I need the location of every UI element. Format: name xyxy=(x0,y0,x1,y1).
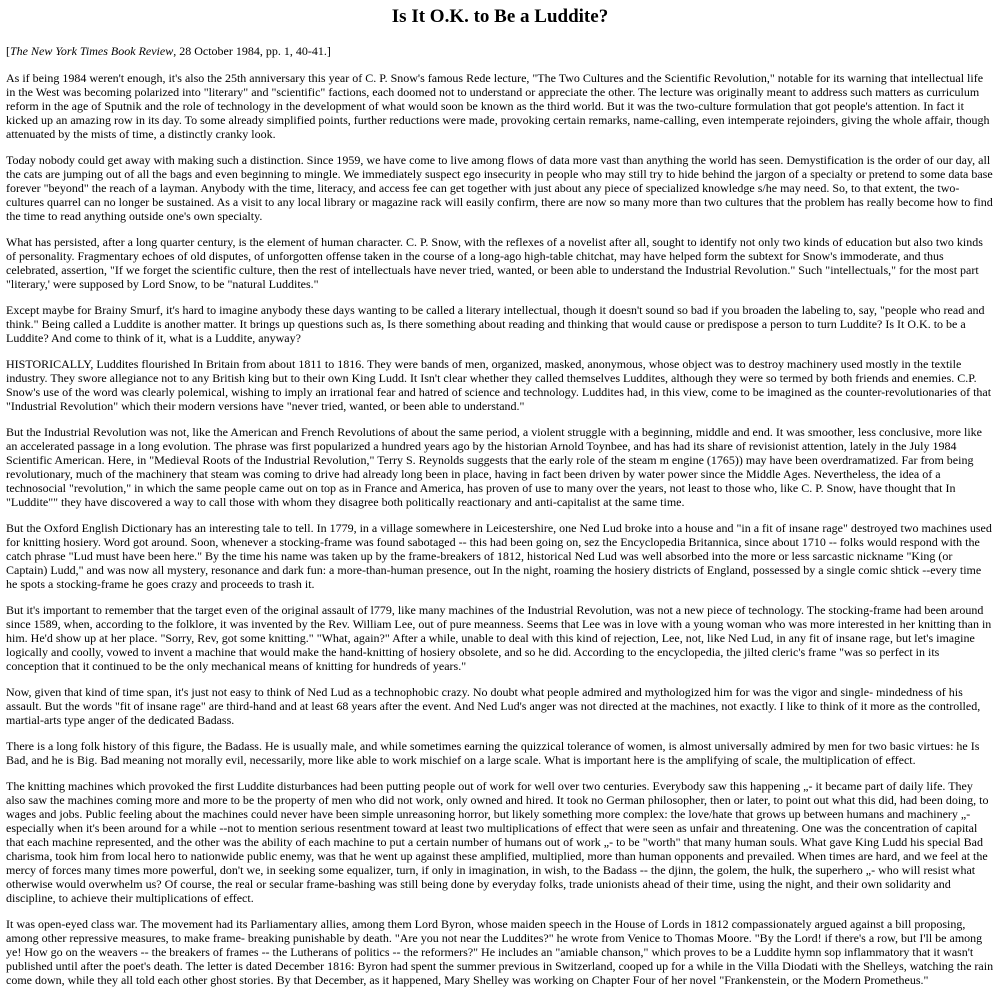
citation-details: , 28 October 1984, pp. 1, 40-41.] xyxy=(173,44,331,58)
paragraph-8: But it's important to remember that the target even of the original assault of l779, like many machines of the Industrial Revolution, was not a new piece of technology. The stocking-frame had been around since 1589, when, according to the folklore, it was invented by the Rev. William Lee, out of pure meanness. Seems that Lee was in love with a young woman who was more interested in her knitting than in him. He'd show up at her place. "Sorry, Rev, got some knitting." "What, again?" After a while, unable to deal with this kind of rejection, Lee, not, like Ned Lud, in any fit of insane rage, but let's imagine logically and coolly, vowed to invent a machine that would make the hand-knitting of hosiery obsolete, and so he did. According to the encyclopedia, the jilted cleric's frame "was so perfect in its conception that it continued to be the only mechanical means of knitting for hundreds of years." xyxy=(6,603,992,673)
paragraph-7: But the Oxford English Dictionary has an interesting tale to tell. In 1779, in a village somewhere in Leicestershire, one Ned Lud broke into a house and "in a fit of insane rage" destroyed two machines used for knitting hosiery. Word got around. Soon, whenever a stocking-frame was found sabotaged -- this had been going on, sez the Encyclopedia Britannica, since about 1710 -- folks would respond with the catch phrase "Lud must have been here." By the time his name was taken up by the frame-breakers of 1812, historical Ned Lud was well absorbed into the more or less sarcastic nickname "King (or Captain) Ludd," and was now all mystery, resonance and dark fun: a more-than-human presence, out In the night, roaming the hosiery districts of England, possessed by a single comic shtick --every time he spots a stocking-frame he goes crazy and proceeds to trash it. xyxy=(6,521,992,591)
paragraph-4: Except maybe for Brainy Smurf, it's hard to imagine anybody these days wanting to be called a literary intellectual, though it doesn't sound so bad if you broaden the labeling to, say, "people who read and think." Being called a Luddite is another matter. It brings up questions such as, Is there something about reading and thinking that would cause or predispose a person to turn Luddite? Is It O.K. to be a Luddite? And come to think of it, what is a Luddite, anyway? xyxy=(6,303,985,345)
paragraph-1: As if being 1984 weren't enough, it's also the 25th anniversary this year of C. P. Snow's famous Rede lecture, "The Two Cultures and the Scientific Revolution," notable for its warning that intellectual life in the West was becoming polarized into "literary" and "scientific" factions, each doomed not to understand or appreciate the other. The lecture was originally meant to address such matters as curriculum reform in the age of Sputnik and the role of technology in the development of what would soon be known as the third world. But it was the two-culture formulation that got people's attention. In fact it kicked up an amazing row in its day. To some already simplified points, further reductions were made, provoking certain remarks, name-calling, even intemperate rejoinders, giving the whole affair, though attenuated by the mists of time, a distinctly cranky look. xyxy=(6,71,990,141)
article-page xyxy=(6,0,994,999)
paragraph-3: What has persisted, after a long quarter century, is the element of human character. C. P. Snow, with the reflexes of a novelist after all, sought to identify not only two kinds of education but also two kinds of personality. Fragmentary echoes of old disputes, of unforgotten offense taken in the course of a long-ago high-table chitchat, may have helped form the subtext for Snow's immoderate, and thus celebrated, assertion, "If we forget the scientific culture, then the rest of intellectuals have never tried, wanted, or been able to understand the Industrial Revolution." Such "intellectuals," for the most part "literary,' were supposed by Lord Snow, to be "natural Luddites." xyxy=(6,235,983,291)
citation-open-bracket: [ xyxy=(6,44,10,58)
paragraph-2: Today nobody could get away with making such a distinction. Since 1959, we have come to live among flows of data more vast than anything the world has seen. Demystification is the order of our day, all the cats are jumping out of all the bags and even beginning to mingle. We immediately suspect ego insecurity in people who may still try to hide behind the jargon of a specialty or pretend to some data base forever "beyond" the reach of a layman. Anybody with the time, literacy, and access fee can get together with just about any piece of specialized knowledge s/he may need. So, to that extent, the two-cultures quarrel can no longer be sustained. As a visit to any local library or magazine rack will easily confirm, there are now so many more than two cultures that the problem has really become how to find the time to read anything outside one's own specialty. xyxy=(6,153,993,223)
paragraph-12: It was open-eyed class war. The movement had its Parliamentary allies, among them Lord Byron, whose maiden speech in the House of Lords in 1812 compassionately argued against a bill proposing, among other repressive measures, to make frame- breaking punishable by death. "Are you not near the Luddites?" he wrote from Venice to Thomas Moore. "By the Lord! if there's a row, but I'll be among ye! How go on the weavers -- the breakers of frames -- the Lutherans of politics -- the reformers?" He includes an "amiable chanson," which proves to be a Luddite hymn sop inflammatory that it wasn't published until after the poet's death. The letter is dated December 1816: Byron had spent the summer previous in Switzerland, cooped up for a while in the Villa Diodati with the Shelleys, watching the rain come down, while they all told each other ghost stories. By that December, as it happened, Mary Shelley was working on Chapter Four of her novel "Frankenstein, or the Modern Prometheus." xyxy=(6,917,994,987)
citation xyxy=(6,44,994,58)
paragraph-6: But the Industrial Revolution was not, like the American and French Revolutions of about the same period, a violent struggle with a beginning, middle and end. It was smoother, less conclusive, more like an accelerated passage in a long evolution. The phrase was first popularized a hundred years ago by the historian Arnold Toynbee, and has had its share of revisionist attention, lately in the July 1984 Scientific American. Here, in "Medieval Roots of the Industrial Revolution," Terry S. Reynolds suggests that the early role of the steam m engine (1765)) may have been overdramatized. Far from being revolutionary, much of the machinery that steam was coming to drive had already long been in place, having in fact been driven by water power since the Middle Ages. Nevertheless, the idea of a technosocial "revolution," in which the same people came out on top as in France and America, has proven of use to many over the years, not least to those who, like C. P. Snow, have thought that In "Luddite"" they have discovered a way to call those with whom they disagree both politically reactionary and anti-capitalist at the same time. xyxy=(6,425,982,509)
paragraph-10: There is a long folk history of this figure, the Badass. He is usually male, and while sometimes earning the quizzical tolerance of women, is almost universally admired by men for two basic virtues: he Is Bad, and he is Big. Bad meaning not morally evil, necessarily, more like able to work mischief on a large scale. What is important here is the amplifying of scale, the multiplication of effect. xyxy=(6,739,980,767)
paragraph-5: HISTORICALLY, Luddites flourished In Britain from about 1811 to 1816. They were bands of men, organized, masked, anonymous, whose object was to destroy machinery used mostly in the textile industry. They swore allegiance not to any British king but to their own King Ludd. It Isn't clear whether they called themselves Luddites, although they were so termed by both friends and enemies. C.P. Snow's use of the word was clearly polemical, wishing to imply an irrational fear and hatred of science and technology. Luddites had, in this view, come to be imagined as the counter-revolutionaries of that "Industrial Revolution" which their modern versions have "never tried, wanted, or been able to understand." xyxy=(6,357,992,413)
article-title: Is It O.K. to Be a Luddite? xyxy=(391,6,609,27)
paragraph-9: Now, given that kind of time span, it's just not easy to think of Ned Lud as a technophobic crazy. No doubt what people admired and mythologized him for was the vigor and single- mindedness of his assault. But the words "fit of insane rage" are third-hand and at least 68 years after the event. And Ned Lud's anger was not directed at the machines, not exactly. I like to think of it more as the controlled, martial-arts type anger of the dedicated Badass. xyxy=(6,685,981,727)
citation-publication: The New York Times Book Review xyxy=(10,44,174,58)
paragraph-11: The knitting machines which provoked the first Luddite disturbances had been putting people out of work for well over two centuries. Everybody saw this happening „- it became part of daily life. They also saw the machines coming more and more to be the property of men who did not work, only owned and hired. It took no German philosopher, then or later, to point out what this did, had been doing, to wages and jobs. Public feeling about the machines could never have been simple unreasoning horror, but likely something more complex: the love/hate that grows up between humans and machinery „- especially when it's been around for a while --not to mention serious resentment toward at least two multiplications of effect that were seen as unfair and threatening. One was the concentration of capital that each machine represented, and the other was the ability of each machine to put a certain number of humans out of work „- to be "worth" that many human souls. What gave King Ludd his special Bad charisma, took him from local hero to nationwide public enemy, was that he went up against these amplified, multiplied, more than human opponents and prevailed. When times are hard, and we feel at the mercy of forces many times more powerful, don't we, in seeking some equalizer, turn, if only in imagination, in wish, to the Badass -- the djinn, the golem, the hulk, the superhero „- who will resist what otherwise would overwhelm us? Of course, the real or secular frame-bashing was still being done by everyday folks, trade unionists ahead of their time, using the night, and their own solidarity and discipline, to achieve their multiplications of effect. xyxy=(6,779,989,905)
